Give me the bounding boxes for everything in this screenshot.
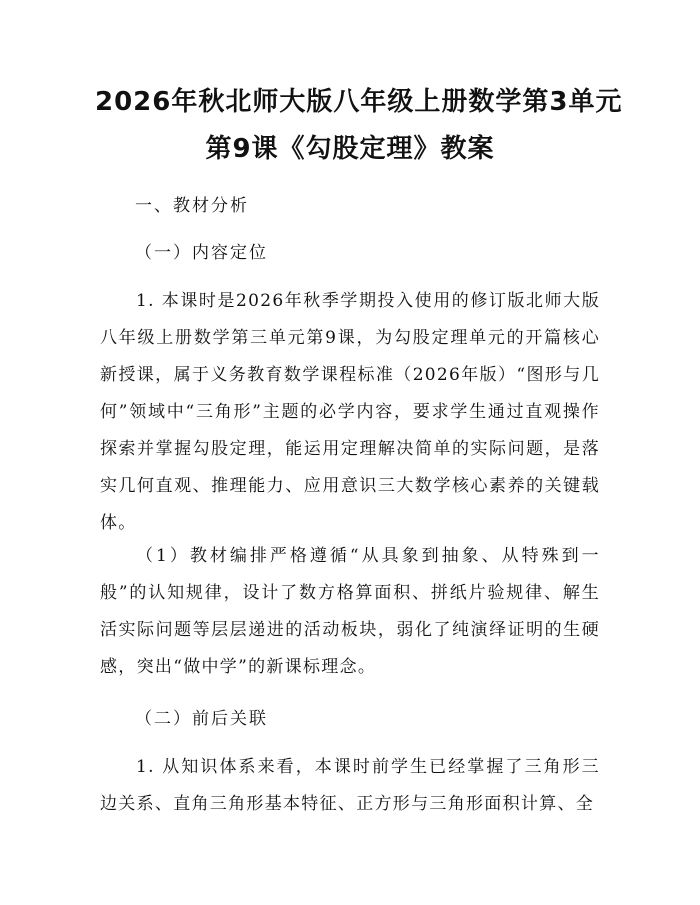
subsection-heading-connections: （二）前后关联 (135, 709, 268, 729)
document-title-line-1: 2026年秋北师大版八年级上册数学第3单元 (95, 87, 623, 117)
paragraph-course-positioning: 1. 本课时是2026年秋季学期投入使用的修订版北师大版八年级上册数学第三单元第9课，为勾股定理单元的开篇核心新授课，属于义务教育数学课程标准（2026年版）“图形与几何”领域中“三角形”主题的必学内容，要求学生通过直观操作探索并掌握勾股定理，能运用定理解决简单的实际问题，是落实几何直观、推理能力、应用意识三大数学核心素养的关键载体。 (100, 291, 600, 533)
subsection-heading-content-positioning: （一）内容定位 (135, 243, 268, 263)
document-title-line-2: 第9课《勾股定理》教案 (205, 134, 495, 164)
paragraph-knowledge-system: 1. 从知识体系来看，本课时前学生已经掌握了三角形三边关系、直角三角形基本特征、正方形与三角形面积计算、全 (100, 757, 600, 814)
paragraph-textbook-arrangement: （1）教材编排严格遵循“从具象到抽象、从特殊到一般”的认知规律，设计了数方格算面积、拼纸片验规律、解生活实际问题等层层递进的活动板块，弱化了纯演绎证明的生硬感，突出“做中学”的新课标理念。 (100, 546, 600, 677)
section-heading-teaching-material-analysis: 一、教材分析 (135, 196, 249, 216)
